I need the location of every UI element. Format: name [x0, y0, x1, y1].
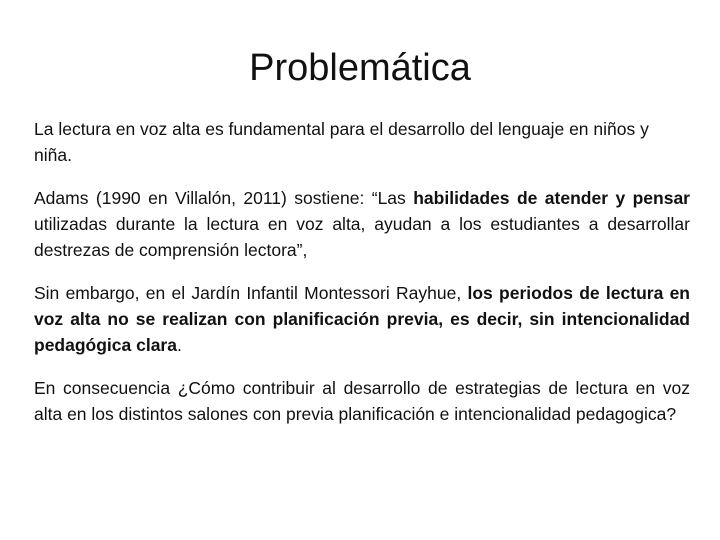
paragraph-2-text-a: Adams (1990 en Villalón, 2011) sostiene: “Las: [34, 188, 414, 208]
paragraph-3-text-a: Sin embargo, en el Jardín Infantil Montessori Rayhue,: [34, 283, 468, 303]
paragraph-3-text-c: .: [176, 335, 182, 355]
paragraph-1: La lectura en voz alta es fundamental para el desarrollo del lenguaje en niños y niña.: [34, 119, 649, 165]
paragraph-3: [34, 280, 690, 358]
paragraph-2: [34, 185, 690, 263]
paragraph-3-bold: los periodos de lectura en voz alta no se realizan con planificación previa, es decir, sin intencionalidad pedagógica clara: [34, 283, 690, 355]
slide-body: [34, 116, 690, 444]
paragraph-4: En consecuencia ¿Cómo contribuir al desarrollo de estrategias de lectura en voz alta en los distintos salones con previa planificación e intencionalidad pedagogica?: [34, 378, 690, 424]
slide-title: Problemática: [249, 47, 471, 89]
paragraph-2-text-c: utilizadas durante la lectura en voz alta, ayudan a los estudiantes a desarrollar destrezas de comprensión lectora”,: [34, 214, 690, 260]
paragraph-2-bold: habilidades de atender y pensar: [413, 188, 690, 208]
